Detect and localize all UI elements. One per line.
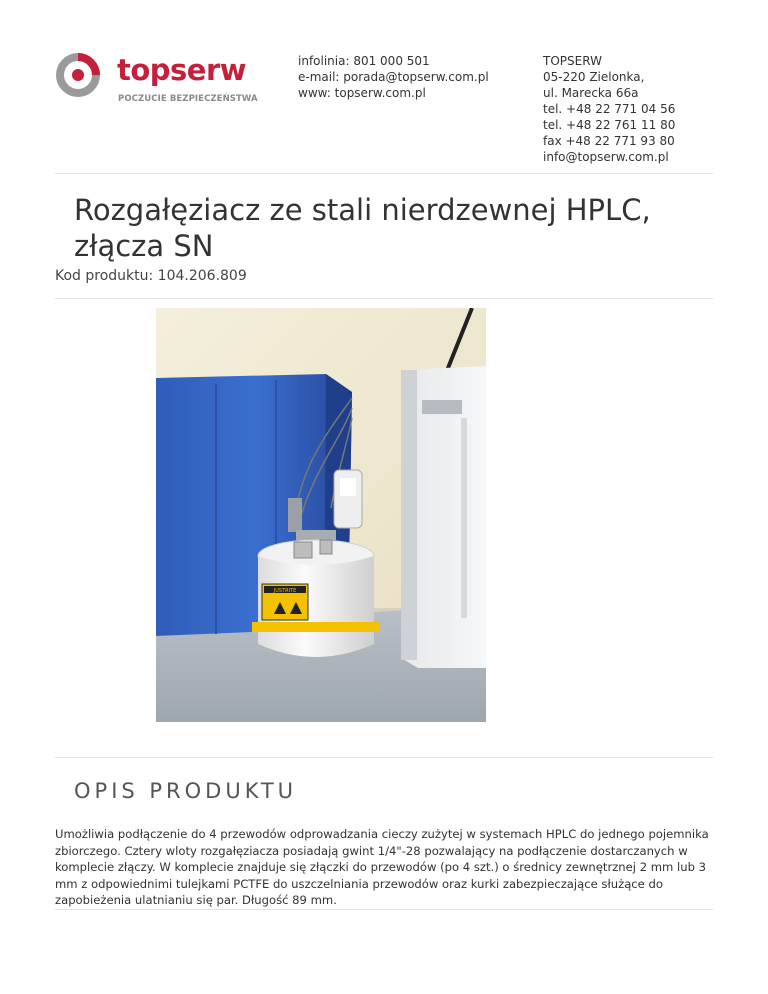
company-name: TOPSERW bbox=[543, 54, 602, 68]
product-code: Kod produktu: 104.206.809 bbox=[55, 268, 247, 284]
postal-code: 05-220 Zielonka, bbox=[543, 70, 645, 84]
description-heading: OPIS PRODUKTU bbox=[74, 779, 298, 803]
website-link[interactable]: www: topserw.com.pl bbox=[298, 86, 426, 100]
product-title: Rozgałęziacz ze stali nierdzewnej HPLC, złącza SN bbox=[74, 193, 651, 263]
hotline-text: infolinia: 801 000 501 bbox=[298, 54, 430, 68]
title-divider bbox=[55, 298, 713, 299]
can-label-text: JUSTRITE bbox=[273, 588, 297, 594]
logo-tagline: POCZUCIE BEZPIECZEŃSTWA bbox=[118, 94, 258, 104]
logo-wordmark: topserw bbox=[117, 53, 247, 87]
image-divider bbox=[55, 757, 713, 758]
product-description: Umożliwia podłączenie do 4 przewodów odprowadzania cieczy zużytej w systemach HPLC do jednego pojemnika zbiorczego. Cztery wloty rozgałęziacza posiadają gwint 1/4"-28 pozwalający na podłączenie dostarczanych w komplecie złączy. W komplecie znajduje się złączki do przewodów (po 4 szt.) o średnicy zewnętrznej 2 mm lub 3 mm z odpowiednimi tulejkami PCTFE do uszczelniania przewodów oraz kurki zabezpieczające służące do zapobieżenia ulatnianiu się par. Długość 89 mm. bbox=[55, 827, 709, 907]
phone-2: tel. +48 22 761 11 80 bbox=[543, 118, 676, 132]
product-photo-illustration bbox=[156, 308, 486, 722]
header-divider bbox=[55, 173, 713, 174]
logo-mark-icon bbox=[55, 52, 101, 98]
company-address bbox=[543, 53, 675, 165]
company-email-link[interactable]: info@topserw.com.pl bbox=[543, 150, 669, 164]
company-logo bbox=[55, 52, 258, 108]
product-image bbox=[156, 308, 486, 722]
fax-number: fax +48 22 771 93 80 bbox=[543, 134, 675, 148]
street-address: ul. Marecka 66a bbox=[543, 86, 639, 100]
email-link[interactable]: e-mail: porada@topserw.com.pl bbox=[298, 70, 489, 84]
description-divider bbox=[55, 909, 713, 910]
contact-info bbox=[298, 53, 489, 101]
phone-1: tel. +48 22 771 04 56 bbox=[543, 102, 676, 116]
